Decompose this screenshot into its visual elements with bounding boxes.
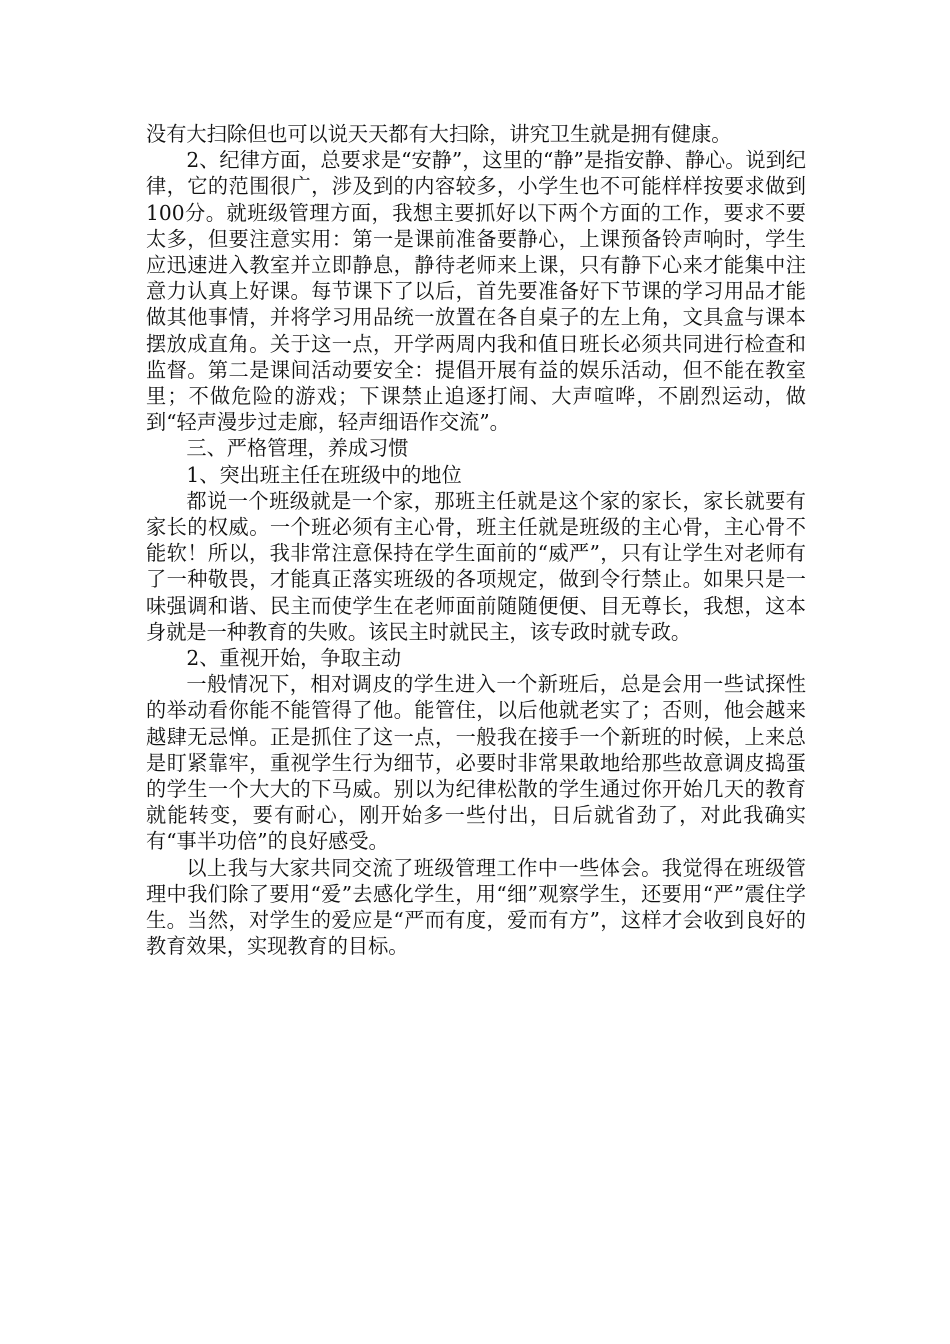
subheading-teacher-role: 1、突出班主任在班级中的地位 (186, 462, 462, 487)
paragraph-discipline: 2、纪律方面，总要求是“安静”，这里的“静”是指安静、静心。说到纪律，它的范围很广，涉及到的内容较多，小学生也不可能样样按要求做到100分。就班级管理方面，我想主要抓好以下两个方面的工作，要求不要太多，但要注意实用：第一是课前准备要静心，上课预备铃声响时，学生应迅速进入教室并立即静息，静待老师来上课，只有静下心来才能集中注意力认真上好课。每节课下了以后，首先要准备好下节课的学习用品才能做其他事情，并将学习用品统一放置在各自桌子的左上角，文具盒与课本摆放成直角。关于这一点，开学两周内我和值日班长必须共同进行检查和监督。第二是课间活动要安全：提倡开展有益的娱乐活动，但不能在教室里；不做危险的游戏；下课禁止追逐打闹、大声喧哗，不剧烈运动，做到“轻声漫步过走廊，轻声细语作交流”。 (146, 148, 806, 435)
paragraph-teacher-authority: 都说一个班级就是一个家，那班主任就是这个家的家长，家长就要有家长的权威。一个班必须有主心骨，班主任就是班级的主心骨，主心骨不能软！所以，我非常注意保持在学生面前的“威严”，只有让学生对老师有了一种敬畏，才能真正落实班级的各项规定，做到令行禁止。如果只是一味强调和谐、民主而使学生在老师面前随随便便、目无尊长，我想，这本身就是一种教育的失败。该民主时就民主，该专政时就专政。 (146, 488, 806, 644)
subheading-early-start: 2、重视开始，争取主动 (186, 646, 402, 671)
paragraph-continuation: 没有大扫除但也可以说天天都有大扫除，讲究卫生就是拥有健康。 (146, 122, 732, 146)
paragraph-conclusion: 以上我与大家共同交流了班级管理工作中一些体会。我觉得在班级管理中我们除了要用“爱”去感化学生，用“细”观察学生，还要用“严”震住学生。当然，对学生的爱应是“严而有度，爱而有方”，这样才会收到良好的教育效果，实现教育的目标。 (146, 855, 806, 959)
paragraph-new-class: 一般情况下，相对调皮的学生进入一个新班后，总是会用一些试探性的举动看你能不能管得了他。能管住，以后他就老实了；否则，他会越来越肆无忌惮。正是抓住了这一点，一般我在接手一个新班的时候，上来总是盯紧靠牢，重视学生行为细节，必要时非常果敢地给那些故意调皮捣蛋的学生一个大大的下马威。别以为纪律松散的学生通过你开始几天的教育就能转变，要有耐心，刚开始多一些付出，日后就省劲了，对此我确实有“事半功倍”的良好感受。 (146, 672, 806, 854)
section-heading-strict-management: 三、严格管理，养成习惯 (186, 436, 409, 461)
document-body (146, 121, 806, 960)
